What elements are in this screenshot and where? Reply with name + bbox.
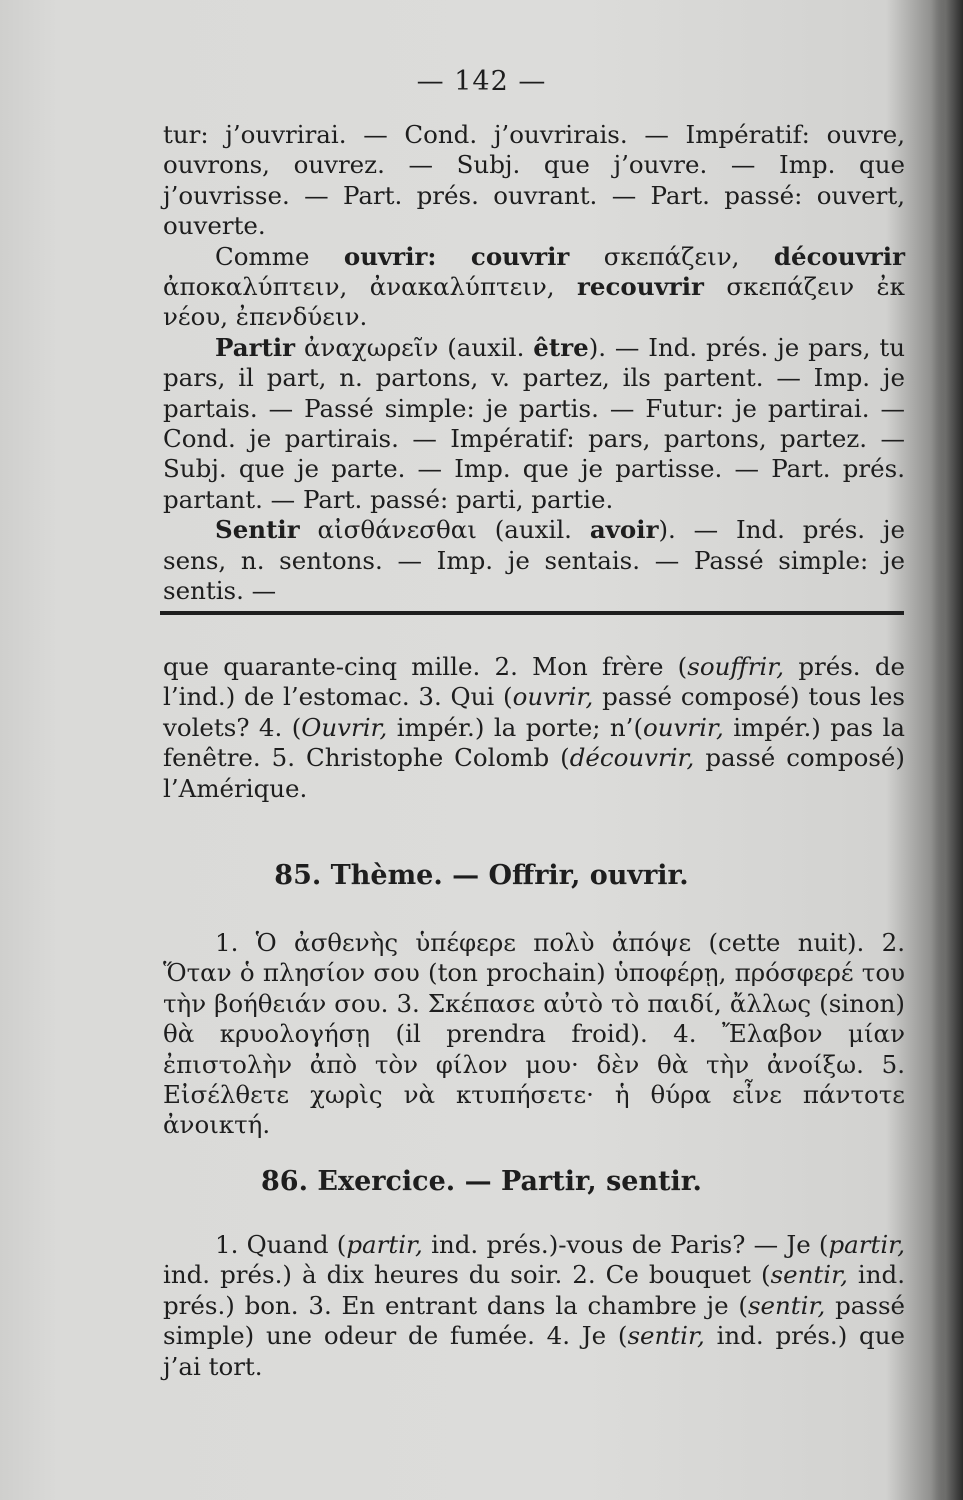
section-85-heading: 85. Thème. — Offrir, ouvrir. bbox=[274, 860, 689, 891]
section-85-text: 1. Ὁ ἀσθενὴς ὑπέφερε πολὺ ἀπόψε (cette nuit). 2. Ὅταν ὁ πλησίον σου (ton prochain) ὑποφέρῃ, πρόσφερέ του τὴν βοήθειάν σου. 3. Σκέπασε αὐτὸ τὸ παιδί, ἄλλως (sinon) θὰ κρυολογήσῃ (il prendra froid). 4. Ἔλαβον μίαν ἐπιστολὴν ἀπὸ τὸν φίλον μου· δὲν θὰ τὴν ἀνοίξω. 5. Εἰσέλθετε χωρὶς νὰ κτυπήσετε· ἡ θύρα εἶνε πάντοτε ἀνοικτή. bbox=[163, 928, 905, 1140]
sentir-paragraph: Sentir αἰσθάνεσθαι (auxil. avoir). — Ind. prés. je sens, n. sentons. — Imp. je sentais. — Passé simple: je sentis. — bbox=[163, 515, 906, 606]
conjugation-ouvrir-paragraph: tur: j’ouvrirai. — Cond. j’ouvrirais. — Impératif: ouvre, ouvrons, ouvrez. — Subj. que j’ouvre. — Imp. que j’ouvrisse. — Part. prés. ouvrant. — Part. passé: ouvert, ouverte. bbox=[163, 120, 905, 241]
partir-paragraph: Partir ἀναχωρεῖν (auxil. être). — Ind. prés. je pars, tu pars, il part, n. partons, v. partez, ils partent. — Imp. je partais. — Passé simple: je partis. — Futur: je partirai. — Cond. je partirais. — Impératif: pars, partons, partez. — Subj. que je parte. — Imp. que je partisse. — Part. prés. partant. — Part. passé: parti, partie. bbox=[163, 332, 905, 514]
section-86-heading: 86. Exercice. — Partir, sentir. bbox=[261, 1166, 702, 1197]
comme-ouvrir-paragraph: Comme ouvrir: couvrir σκεπάζειν, découvrir ἀποκαλύπτειν, ἀνακαλύπτειν, recouvrir σκεπάζειν ἐκ νέου, ἐπενδύειν. bbox=[163, 241, 906, 332]
section-divider-rule bbox=[160, 611, 904, 615]
page-number: — 142 — bbox=[416, 66, 547, 97]
exercise-continuation: que quarante-cinq mille. 2. Mon frère (souffrir, prés. de l’ind.) de l’estomac. 3. Qui (ouvrir, passé composé) tous les volets? 4. (Ouvrir, impér.) la porte; n’(ouvrir, impér.) pas la fenêtre. 5. Christophe Colomb (découvrir, passé composé) l’Amérique. bbox=[163, 652, 906, 803]
section-86-text: 1. Quand (partir, ind. prés.)-vous de Paris? — Je (partir, ind. prés.) à dix heures du soir. 2. Ce bouquet (sentir, ind. prés.) bon. 3. En entrant dans la chambre je (sentir, passé simple) une odeur de fumée. 4. Je (sentir, ind. prés.) que j’ai tort. bbox=[163, 1230, 906, 1381]
top-text-block bbox=[163, 120, 905, 607]
page-gutter-shadow bbox=[931, 0, 963, 1500]
